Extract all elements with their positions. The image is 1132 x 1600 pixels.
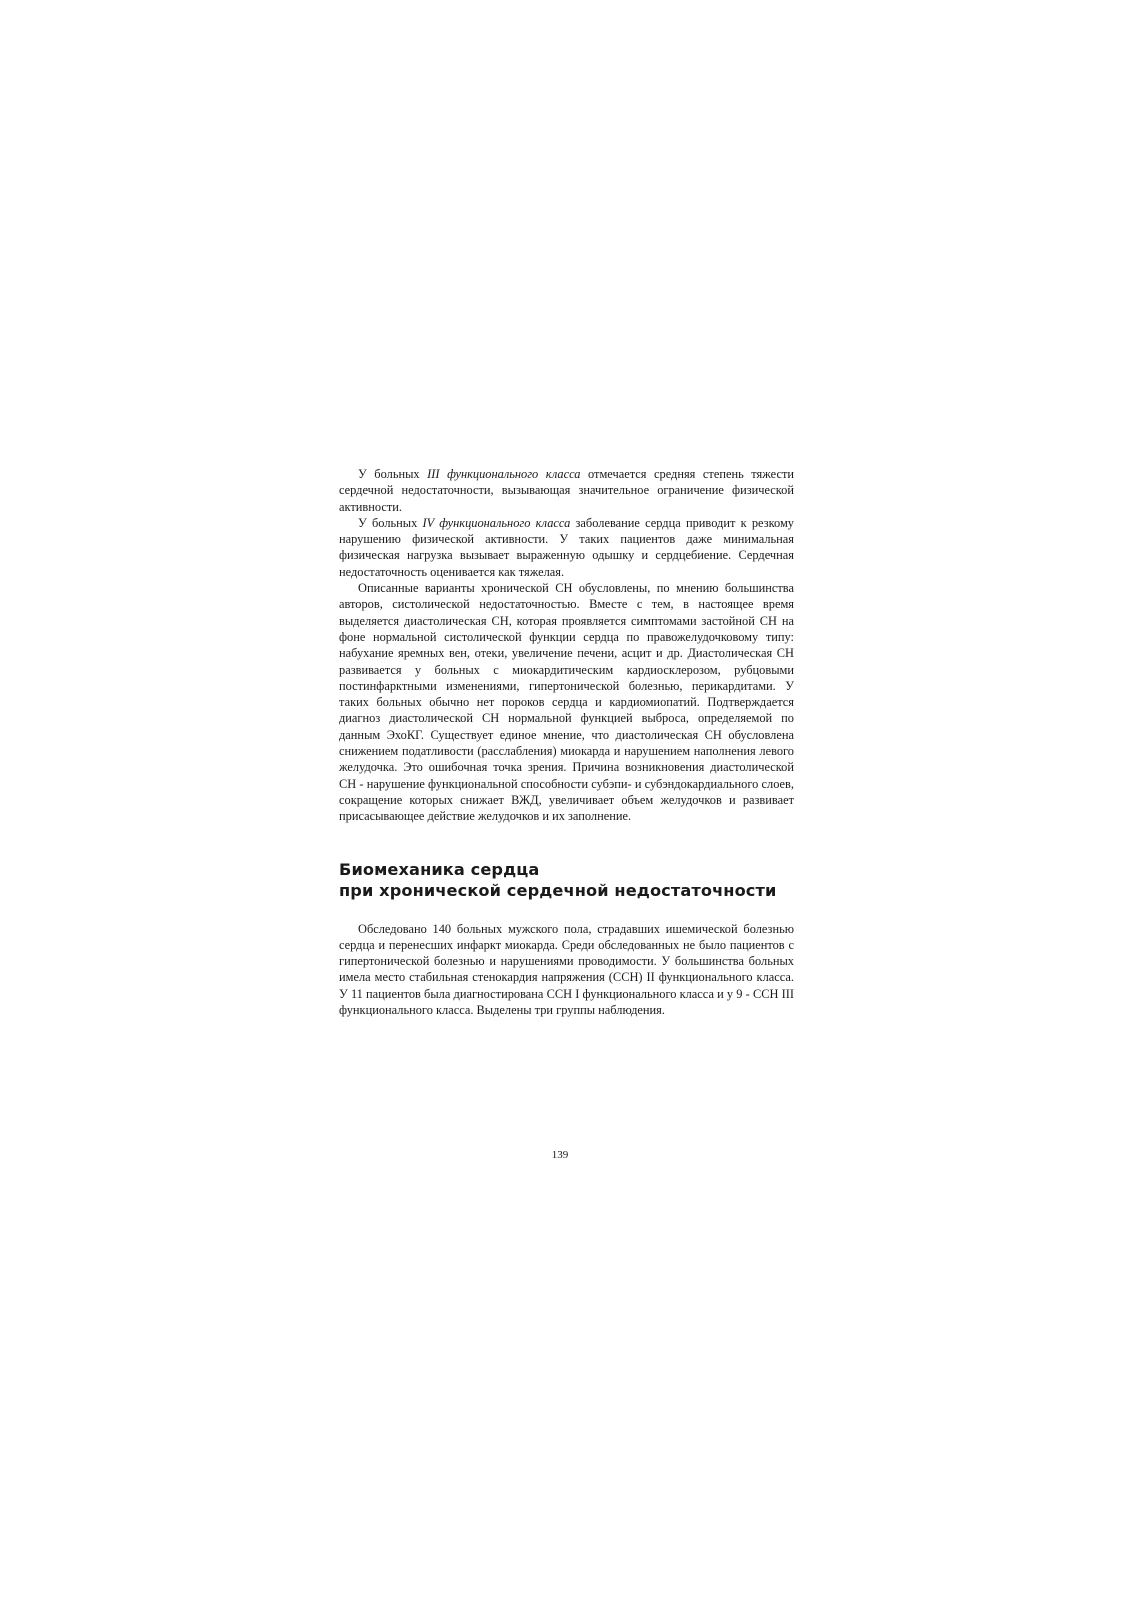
paragraph-diastolic-hf <box>339 580 794 824</box>
paragraph-study-description: Обследовано 140 больных мужского пола, страдавших ишемической болезнью сердца и перенесших инфаркт миокарда. Среди обследованных не было пациентов с гипертонической болезнью и нарушениями проводимости. У большинства больных имела место стабильная стенокардия напряжения (ССН) II функционального класса. У 11 пациентов была диагностирована ССН I функционального класса и у 9 - ССН III функционального класса. Выделены три группы наблюдения. <box>339 921 794 1018</box>
paragraph-text: У больных <box>358 515 423 530</box>
section-heading-line-1: Биомеханика сердца <box>339 859 540 879</box>
paragraph-text: Описанные варианты хронической СН обусловлены, по мнению большинства авторов, систолической недостаточностью. Вместе с тем, в настоящее время выделяется диастолическая СН, которая проявляется симптомами застойной СН на фоне нормальной систолической функции сердца по правожелудочковому типу: набухание яремных вен, отеки, увеличение печени, асцит и др. Диастолическая СН развивается у больных с миокардитическим кардиосклерозом, рубцовыми постинфарктными изменениями, гипертонической болезнью, перикардитами. У таких больных обычно нет пороков сердца и кардиомиопатий. Подтверждается диагноз диастолической СН нормальной функцией выброса, определяемой по данным ЭхоКГ. Существует единое мнение, что диастолическая СН обусловлена снижением податливости (расслабления) миокарда и нарушением наполнения левого желудочка. Это ошибочная точка зрения. Причина возникновения диастолической СН - нарушение функциональной способности субэпи- и субэндокардиального слоев, сокращение которых снижает ВЖД, увеличивает объем желудочков и развивает присасывающее действие желудочков и их заполнение. <box>339 581 794 824</box>
section-heading-line-2: при хронической сердечной недостаточности <box>339 880 777 900</box>
page-number: 139 <box>551 1149 569 1161</box>
paragraph-text: заболевание сердца приводит к резкому нарушению физической активности. У таких пациентов даже минимальная физическая нагрузка вызывает выраженную одышку и сердцебиение. Сердечная недостаточность оценивается как тяжелая. <box>339 515 794 579</box>
paragraph-class-iv <box>339 515 794 580</box>
section-heading <box>339 859 794 901</box>
paragraph-class-iii <box>339 466 794 515</box>
page-text-column <box>339 466 794 1018</box>
paragraph-text: У больных <box>358 467 428 481</box>
italic-term: III функционального класса <box>427 467 581 481</box>
italic-term: IV функционального класса <box>422 515 571 530</box>
paragraph-text: отмечается средняя степень тяжести сердечной недостаточности, вызывающая значительное ограничение физической активности. <box>339 467 794 514</box>
